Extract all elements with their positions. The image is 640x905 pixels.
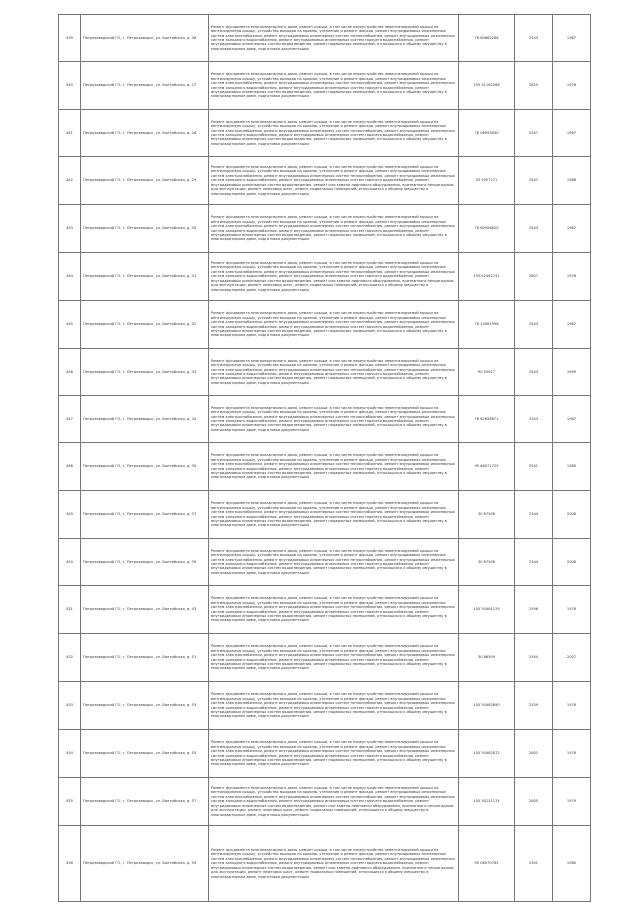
year-planned: 2596 [515, 586, 553, 634]
row-number: 447 [59, 396, 81, 443]
year-planned: 2543 [515, 15, 553, 62]
repair-works: Ремонт фундамента многоквартирного дома, ремонт крыши, в том числе переустройство невентилируемой крыши на вентилируемую крышу, устройство выходов на кровлю, утепление и ремонт фасада, ремонт внутридомовых инженерных систем электроснабжения, ремонт внутридомовых инженерных систем теплоснабжения, ремонт внутридомовых инженерных систем холодного водоснабжения, ремонт внутридомовых инженерных систем горячего водоснабжения, ремонт внутридомовых инженерных систем водоотведения, ремонт или замена лифтового оборудования, признанного непригодным для эксплуатации, ремонт лифтовых шахт, ремонт подвальных помещений, относящихся к общему имуществу в многоквартирном доме, подготовка документации [209, 157, 459, 205]
repair-works: Ремонт фундамента многоквартирного дома, ремонт крыши, в том числе переустройство невентилируемой крыши на вентилируемую крышу, устройство выходов на кровлю, утепление и ремонт фасада, ремонт внутридомовых инженерных систем электроснабжения, ремонт внутридомовых инженерных систем теплоснабжения, ремонт внутридомовых инженерных систем холодного водоснабжения, ремонт внутридомовых инженерных систем горячего водоснабжения, ремонт внутридомовых инженерных систем водоотведения, ремонт подвальных помещений, относящихся к общему имуществу в многоквартирном доме, подготовка документации [209, 396, 459, 443]
table-row [59, 110, 591, 157]
year-built: 1976 [553, 253, 591, 301]
year-planned: 2541 [515, 443, 553, 491]
cost-value: 30 66509 [459, 634, 515, 682]
capital-repair-table [58, 14, 591, 902]
year-built: 1987 [553, 110, 591, 157]
house-address: Петрозаводский ГО, г. Петрозаводск, ул. Балтийская, д. 39 [81, 539, 209, 586]
row-number: 455 [59, 778, 81, 826]
cost-value: 155 52462741 [459, 253, 515, 301]
house-address: Петрозаводский ГО, г. Петрозаводск, ул. Балтийская, д. 34 [81, 396, 209, 443]
year-planned: 2625 [515, 62, 553, 110]
year-built: 1980 [553, 443, 591, 491]
table-row [59, 586, 591, 634]
row-number: 443 [59, 205, 81, 253]
year-planned: 2541 [515, 157, 553, 205]
year-planned: 2544 [515, 634, 553, 682]
cost-value: 78 06095630 [459, 110, 515, 157]
table-row [59, 539, 591, 586]
house-address: Петрозаводский ГО, г. Петрозаводск, ул. Балтийская, д. 30 [81, 205, 209, 253]
house-address: Петрозаводский ГО, г. Петрозаводск, ул. Балтийская, д. 37 [81, 491, 209, 539]
cost-value: 93 5057271 [459, 157, 515, 205]
year-planned: 2547 [515, 110, 553, 157]
year-built: 1976 [553, 730, 591, 778]
table-row [59, 15, 591, 62]
table-body [59, 15, 591, 902]
repair-works: Ремонт фундамента многоквартирного дома, ремонт крыши, в том числе переустройство невентилируемой крыши на вентилируемую крышу, устройство выходов на кровлю, утепление и ремонт фасада, ремонт внутридомовых инженерных систем электроснабжения, ремонт внутридомовых инженерных систем теплоснабжения, ремонт внутридомовых инженерных систем холодного водоснабжения, ремонт внутридомовых инженерных систем горячего водоснабжения, ремонт внутридомовых инженерных систем водоотведения, ремонт подвальных помещений, относящихся к общему имуществу в многоквартирном доме, подготовка документации [209, 586, 459, 634]
row-number: 444 [59, 253, 81, 301]
cost-value: 155 51162566 [459, 62, 515, 110]
repair-works: Ремонт фундамента многоквартирного дома, ремонт крыши, в том числе переустройство невентилируемой крыши на вентилируемую крышу, устройство выходов на кровлю, утепление и ремонт фасада, ремонт внутридомовых инженерных систем электроснабжения, ремонт внутридомовых инженерных систем теплоснабжения, ремонт внутридомовых инженерных систем холодного водоснабжения, ремонт внутридомовых инженерных систем горячего водоснабжения, ремонт внутридомовых инженерных систем водоотведения, ремонт или замена лифтового оборудования, признанного непригодным для эксплуатации, ремонт лифтовых шахт, ремонт подвальных помещений, относящихся к общему имуществу в многоквартирном доме, подготовка документации [209, 778, 459, 826]
house-address: Петрозаводский ГО, г. Петрозаводск, ул. Балтийская, д. 59 [81, 826, 209, 902]
house-address: Петрозаводский ГО, г. Петрозаводск, ул. Балтийская, д. 35 [81, 443, 209, 491]
cost-value: 78 60956620 [459, 205, 515, 253]
row-number: 442 [59, 157, 81, 205]
year-built: 1987 [553, 301, 591, 349]
table-row [59, 349, 591, 396]
year-built: 1980 [553, 826, 591, 902]
row-number: 448 [59, 443, 81, 491]
cost-value: 30 67508 [459, 539, 515, 586]
year-planned: 2544 [515, 491, 553, 539]
year-built: 1987 [553, 15, 591, 62]
year-planned: 2543 [515, 396, 553, 443]
year-planned: 2543 [515, 205, 553, 253]
row-number: 450 [59, 539, 81, 586]
year-built: 1976 [553, 586, 591, 634]
row-number: 441 [59, 110, 81, 157]
house-address: Петрозаводский ГО, г. Петрозаводск, ул. Балтийская, д. 32 [81, 301, 209, 349]
cost-value: 155 50461129 [459, 586, 515, 634]
house-address: Петрозаводский ГО, г. Петрозаводск, ул. Балтийская, д. 57 [81, 778, 209, 826]
repair-works: Ремонт фундамента многоквартирного дома, ремонт крыши, в том числе переустройство невентилируемой крыши на вентилируемую крышу, устройство выходов на кровлю, утепление и ремонт фасада, ремонт внутридомовых инженерных систем электроснабжения, ремонт внутридомовых инженерных систем теплоснабжения, ремонт внутридомовых инженерных систем холодного водоснабжения, ремонт внутридомовых инженерных систем горячего водоснабжения, ремонт внутридомовых инженерных систем водоотведения, ремонт или замена лифтового оборудования, признанного непригодным для эксплуатации, ремонт лифтовых шахт, ремонт подвальных помещений, относящихся к общему имуществу в многоквартирном доме, подготовка документации [209, 826, 459, 902]
house-address: Петрозаводский ГО, г. Петрозаводск, ул. Балтийская, д. 26 [81, 110, 209, 157]
house-address: Петрозаводский ГО, г. Петрозаводск, ул. Балтийская, д. 43 [81, 586, 209, 634]
year-planned: 2543 [515, 301, 553, 349]
year-planned: 2559 [515, 682, 553, 730]
year-planned: 2605 [515, 778, 553, 826]
year-built: 2007 [553, 634, 591, 682]
row-number: 452 [59, 634, 81, 682]
year-planned: 2544 [515, 539, 553, 586]
repair-works: Ремонт фундамента многоквартирного дома, ремонт крыши, в том числе переустройство невентилируемой крыши на вентилируемую крышу, устройство выходов на кровлю, утепление и ремонт фасада, ремонт внутридомовых инженерных систем электроснабжения, ремонт внутридомовых инженерных систем теплоснабжения, ремонт внутридомовых инженерных систем холодного водоснабжения, ремонт внутридомовых инженерных систем горячего водоснабжения, ремонт внутридомовых инженерных систем водоотведения, ремонт подвальных помещений, относящихся к общему имуществу в многоквартирном доме, подготовка документации [209, 110, 459, 157]
repair-works: Ремонт фундамента многоквартирного дома, ремонт крыши, в том числе переустройство невентилируемой крыши на вентилируемую крышу, устройство выходов на кровлю, утепление и ремонт фасада, ремонт внутридомовых инженерных систем электроснабжения, ремонт внутридомовых инженерных систем теплоснабжения, ремонт внутридомовых инженерных систем холодного водоснабжения, ремонт внутридомовых инженерных систем горячего водоснабжения, ремонт внутридомовых инженерных систем водоотведения, ремонт подвальных помещений, относящихся к общему имуществу в многоквартирном доме, подготовка документации [209, 349, 459, 396]
house-address: Петрозаводский ГО, г. Петрозаводск, ул. Балтийская, д. 51 [81, 634, 209, 682]
table-row [59, 301, 591, 349]
repair-works: Ремонт фундамента многоквартирного дома, ремонт крыши, в том числе переустройство невентилируемой крыши на вентилируемую крышу, устройство выходов на кровлю, утепление и ремонт фасада, ремонт внутридомовых инженерных систем электроснабжения, ремонт внутридомовых инженерных систем теплоснабжения, ремонт внутридомовых инженерных систем холодного водоснабжения, ремонт внутридомовых инженерных систем горячего водоснабжения, ремонт внутридомовых инженерных систем водоотведения, ремонт подвальных помещений, относящихся к общему имуществу в многоквартирном доме, подготовка документации [209, 682, 459, 730]
table-row [59, 634, 591, 682]
cost-value: 95 06070765 [459, 826, 515, 902]
row-number: 451 [59, 586, 81, 634]
row-number: 456 [59, 826, 81, 902]
year-planned: 2601 [515, 730, 553, 778]
cost-value: 78 62658671 [459, 396, 515, 443]
repair-works: Ремонт фундамента многоквартирного дома, ремонт крыши, в том числе переустройство невентилируемой крыши на вентилируемую крышу, устройство выходов на кровлю, утепление и ремонт фасада, ремонт внутридомовых инженерных систем электроснабжения, ремонт внутридомовых инженерных систем теплоснабжения, ремонт внутридомовых инженерных систем холодного водоснабжения, ремонт внутридомовых инженерных систем горячего водоснабжения, ремонт внутридомовых инженерных систем водоотведения, ремонт подвальных помещений, относящихся к общему имуществу в многоквартирном доме, подготовка документации [209, 205, 459, 253]
row-number: 439 [59, 15, 81, 62]
cost-value: 30 67508 [459, 491, 515, 539]
year-planned: 2607 [515, 253, 553, 301]
cost-value: 95 66071729 [459, 443, 515, 491]
house-address: Петрозаводский ГО, г. Петрозаводск, ул. Балтийская, д. 38 [81, 15, 209, 62]
repair-works: Ремонт фундамента многоквартирного дома, ремонт крыши, в том числе переустройство невентилируемой крыши на вентилируемую крышу, устройство выходов на кровлю, утепление и ремонт фасада, ремонт внутридомовых инженерных систем электроснабжения, ремонт внутридомовых инженерных систем теплоснабжения, ремонт внутридомовых инженерных систем холодного водоснабжения, ремонт внутридомовых инженерных систем горячего водоснабжения, ремонт внутридомовых инженерных систем водоотведения, ремонт или замена лифтового оборудования, признанного непригодным для эксплуатации, ремонт лифтовых шахт, ремонт подвальных помещений, относящихся к общему имуществу в многоквартирном доме, подготовка документации [209, 253, 459, 301]
cost-value: 78 10081596 [459, 301, 515, 349]
table-row [59, 443, 591, 491]
row-number: 445 [59, 301, 81, 349]
year-built: 1999 [553, 349, 591, 396]
repair-works: Ремонт фундамента многоквартирного дома, ремонт крыши, в том числе переустройство невентилируемой крыши на вентилируемую крышу, устройство выходов на кровлю, утепление и ремонт фасада, ремонт внутридомовых инженерных систем электроснабжения, ремонт внутридомовых инженерных систем теплоснабжения, ремонт внутридомовых инженерных систем холодного водоснабжения, ремонт внутридомовых инженерных систем горячего водоснабжения, ремонт внутридомовых инженерных систем водоотведения, ремонт подвальных помещений, относящихся к общему имуществу в многоквартирном доме, подготовка документации [209, 730, 459, 778]
repair-works: Ремонт фундамента многоквартирного дома, ремонт крыши, в том числе переустройство невентилируемой крыши на вентилируемую крышу, устройство выходов на кровлю, утепление и ремонт фасада, ремонт внутридомовых инженерных систем электроснабжения, ремонт внутридомовых инженерных систем теплоснабжения, ремонт внутридомовых инженерных систем холодного водоснабжения, ремонт внутридомовых инженерных систем горячего водоснабжения, ремонт внутридомовых инженерных систем водоотведения, ремонт подвальных помещений, относящихся к общему имуществу в многоквартирном доме, подготовка документации [209, 634, 459, 682]
year-planned: 2541 [515, 826, 553, 902]
house-address: Петрозаводский ГО, г. Петрозаводск, ул. Балтийская, д. 31 [81, 253, 209, 301]
year-built: 1979 [553, 778, 591, 826]
year-built: 1987 [553, 205, 591, 253]
year-built: 2008 [553, 491, 591, 539]
table-row [59, 157, 591, 205]
cost-value: 155 50151174 [459, 778, 515, 826]
repair-works: Ремонт фундамента многоквартирного дома, ремонт крыши, в том числе переустройство невентилируемой крыши на вентилируемую крышу, устройство выходов на кровлю, утепление и ремонт фасада, ремонт внутридомовых инженерных систем электроснабжения, ремонт внутридомовых инженерных систем теплоснабжения, ремонт внутридомовых инженерных систем холодного водоснабжения, ремонт внутридомовых инженерных систем горячего водоснабжения, ремонт внутридомовых инженерных систем водоотведения, ремонт подвальных помещений, относящихся к общему имуществу в многоквартирном доме, подготовка документации [209, 539, 459, 586]
cost-value: 155 50462890 [459, 682, 515, 730]
repair-works: Ремонт фундамента многоквартирного дома, ремонт крыши, в том числе переустройство невентилируемой крыши на вентилируемую крышу, устройство выходов на кровлю, утепление и ремонт фасада, ремонт внутридомовых инженерных систем электроснабжения, ремонт внутридомовых инженерных систем теплоснабжения, ремонт внутридомовых инженерных систем холодного водоснабжения, ремонт внутридомовых инженерных систем горячего водоснабжения, ремонт внутридомовых инженерных систем водоотведения, ремонт подвальных помещений, относящихся к общему имуществу в многоквартирном доме, подготовка документации [209, 15, 459, 62]
year-planned: 2543 [515, 349, 553, 396]
table-row [59, 396, 591, 443]
row-number: 449 [59, 491, 81, 539]
row-number: 454 [59, 730, 81, 778]
table-row [59, 62, 591, 110]
repair-works: Ремонт фундамента многоквартирного дома, ремонт крыши, в том числе переустройство невентилируемой крыши на вентилируемую крышу, устройство выходов на кровлю, утепление и ремонт фасада, ремонт внутридомовых инженерных систем электроснабжения, ремонт внутридомовых инженерных систем теплоснабжения, ремонт внутридомовых инженерных систем холодного водоснабжения, ремонт внутридомовых инженерных систем горячего водоснабжения, ремонт внутридомовых инженерных систем водоотведения, ремонт подвальных помещений, относящихся к общему имуществу в многоквартирном доме, подготовка документации [209, 301, 459, 349]
row-number: 446 [59, 349, 81, 396]
table-row [59, 826, 591, 902]
row-number: 440 [59, 62, 81, 110]
table-row [59, 730, 591, 778]
table-row [59, 205, 591, 253]
cost-value: 78 60662268 [459, 15, 515, 62]
table-row [59, 253, 591, 301]
year-built: 1987 [553, 396, 591, 443]
year-built: 1976 [553, 62, 591, 110]
house-address: Петрозаводский ГО, г. Петрозаводск, ул. Балтийская, д. 33 [81, 349, 209, 396]
cost-value: 90 50617 [459, 349, 515, 396]
row-number: 453 [59, 682, 81, 730]
table-row [59, 682, 591, 730]
year-built: 1988 [553, 157, 591, 205]
table-row [59, 491, 591, 539]
repair-works: Ремонт фундамента многоквартирного дома, ремонт крыши, в том числе переустройство невентилируемой крыши на вентилируемую крышу, устройство выходов на кровлю, утепление и ремонт фасада, ремонт внутридомовых инженерных систем электроснабжения, ремонт внутридомовых инженерных систем теплоснабжения, ремонт внутридомовых инженерных систем холодного водоснабжения, ремонт внутридомовых инженерных систем горячего водоснабжения, ремонт внутридомовых инженерных систем водоотведения, ремонт подвальных помещений, относящихся к общему имуществу в многоквартирном доме, подготовка документации [209, 491, 459, 539]
year-built: 1976 [553, 682, 591, 730]
house-address: Петрозаводский ГО, г. Петрозаводск, ул. Балтийская, д. 27 [81, 62, 209, 110]
year-built: 2008 [553, 539, 591, 586]
repair-works: Ремонт фундамента многоквартирного дома, ремонт крыши, в том числе переустройство невентилируемой крыши на вентилируемую крышу, устройство выходов на кровлю, утепление и ремонт фасада, ремонт внутридомовых инженерных систем электроснабжения, ремонт внутридомовых инженерных систем теплоснабжения, ремонт внутридомовых инженерных систем холодного водоснабжения, ремонт внутридомовых инженерных систем горячего водоснабжения, ремонт внутридомовых инженерных систем водоотведения, ремонт подвальных помещений, относящихся к общему имуществу в многоквартирном доме, подготовка документации [209, 62, 459, 110]
cost-value: 155 50462872 [459, 730, 515, 778]
house-address: Петрозаводский ГО, г. Петрозаводск, ул. Балтийская, д. 29 [81, 157, 209, 205]
repair-works: Ремонт фундамента многоквартирного дома, ремонт крыши, в том числе переустройство невентилируемой крыши на вентилируемую крышу, устройство выходов на кровлю, утепление и ремонт фасада, ремонт внутридомовых инженерных систем электроснабжения, ремонт внутридомовых инженерных систем теплоснабжения, ремонт внутридомовых инженерных систем холодного водоснабжения, ремонт внутридомовых инженерных систем горячего водоснабжения, ремонт внутридомовых инженерных систем водоотведения, ремонт подвальных помещений, относящихся к общему имуществу в многоквартирном доме, подготовка документации [209, 443, 459, 491]
table-row [59, 778, 591, 826]
house-address: Петрозаводский ГО, г. Петрозаводск, ул. Балтийская, д. 55 [81, 730, 209, 778]
house-address: Петрозаводский ГО, г. Петрозаводск, ул. Балтийская, д. 53 [81, 682, 209, 730]
